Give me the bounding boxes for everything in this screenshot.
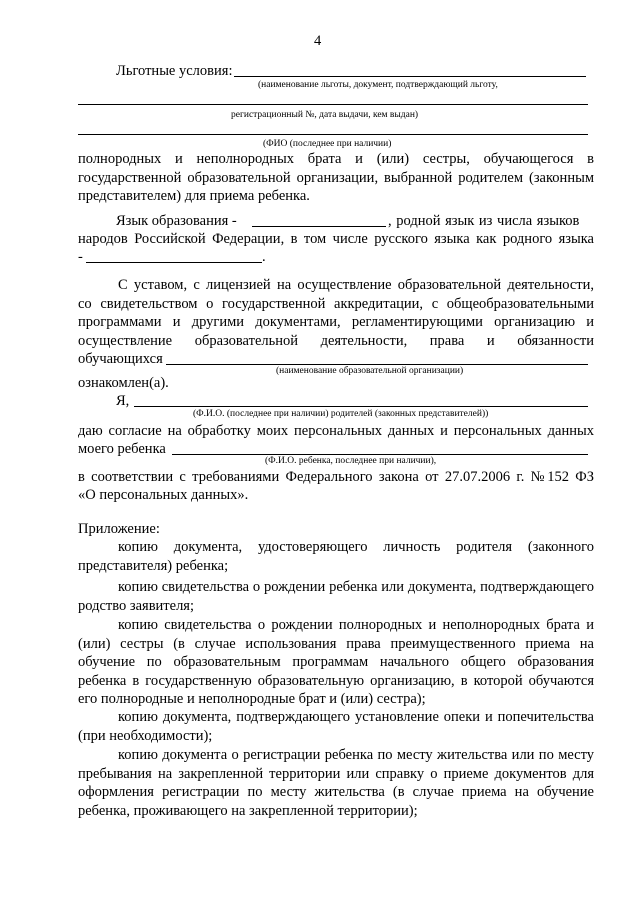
language-native-label: , родной язык из числа языков [388,213,580,229]
appendix-item: копию документа о регистрации ребенка по месту жительства или по месту пребывания на закрепленной территории или справку о приеме документов для оформления регистрации по месту жительства (в случае приема на обучение ребенка, проживающего на закрепленной территории); [78,747,594,819]
consent-parent-caption: (Ф.И.О. (последнее при наличии) родителей (законных представителей)) [193,409,489,419]
language-native-line[interactable] [86,262,262,263]
consent-law-line-2: «О персональных данных». [78,487,249,503]
privilege-caption-3: (ФИО (последнее при наличии) [263,139,392,149]
page-number: 4 [314,33,322,49]
sibling-paragraph: полнородных и неполнородных брата и (или) сестры, обучающегося в государственной образовательной организации, выбранной родителем (законным представителем) для приема ребенка. [78,151,594,204]
appendix-item: копию документа, подтверждающего установление опеки и попечительства (при необходимости); [78,709,594,744]
consent-parent-line[interactable] [134,406,588,407]
privilege-line-1[interactable] [234,76,586,77]
charter-org-line[interactable] [166,364,588,365]
consent-child-line[interactable] [172,454,588,455]
consent-law-line-1: в соответствии с требованиями Федерального закона от 27.07.2006 г. №152 ФЗ [78,469,594,485]
appendix-item: копию свидетельства о рождении ребенка или документа, подтверждающего родство заявителя; [78,579,594,614]
privilege-caption-1: (наименование льготы, документ, подтверждающий льготу, [258,80,498,90]
language-dash: - [78,249,83,265]
language-edu-line[interactable] [252,226,386,227]
consent-i-label: Я, [116,393,130,409]
appendix-title: Приложение: [78,521,160,537]
privilege-line-3[interactable] [78,134,588,135]
privilege-caption-2: регистрационный №, дата выдачи, кем выдан) [231,110,419,120]
charter-students-label: обучающихся [78,351,163,367]
privilege-line-2[interactable] [78,104,588,105]
charter-paragraph: С уставом, с лицензией на осуществление образовательной деятельности, со свидетельством о государственной аккредитации, с общеобразовательными программами и другими документами, регламентирующими организацию и осуществление образовательной деятельности, права и обязанности [78,277,594,349]
language-line-2: народов Российской Федерации, в том числе русского языка как родного языка [78,231,594,247]
language-label: Язык образования - [116,213,237,229]
appendix-item: копию документа, удостоверяющего личность родителя (законного представителя) ребенка; [78,539,594,574]
privilege-label: Льготные условия: [116,63,233,79]
language-dot: . [262,249,266,265]
consent-child-label: моего ребенка [78,441,166,457]
charter-acquainted: ознакомлен(а). [78,375,169,391]
consent-child-caption: (Ф.И.О. ребенка, последнее при наличии), [265,456,437,466]
charter-org-caption: (наименование образовательной организации) [276,366,464,376]
consent-line-1: даю согласие на обработку моих персональных данных и персональных данных [78,423,594,439]
appendix-item: копию свидетельства о рождении полнородных и неполнородных брата и (или) сестры (в случае использования права преимущественного приема на обучение по образовательным программам начального общего образования ребенка в государственную образовательную организацию, в которой обучаются его полнородные и неполнородные брат и (или) сестра); [78,617,594,707]
